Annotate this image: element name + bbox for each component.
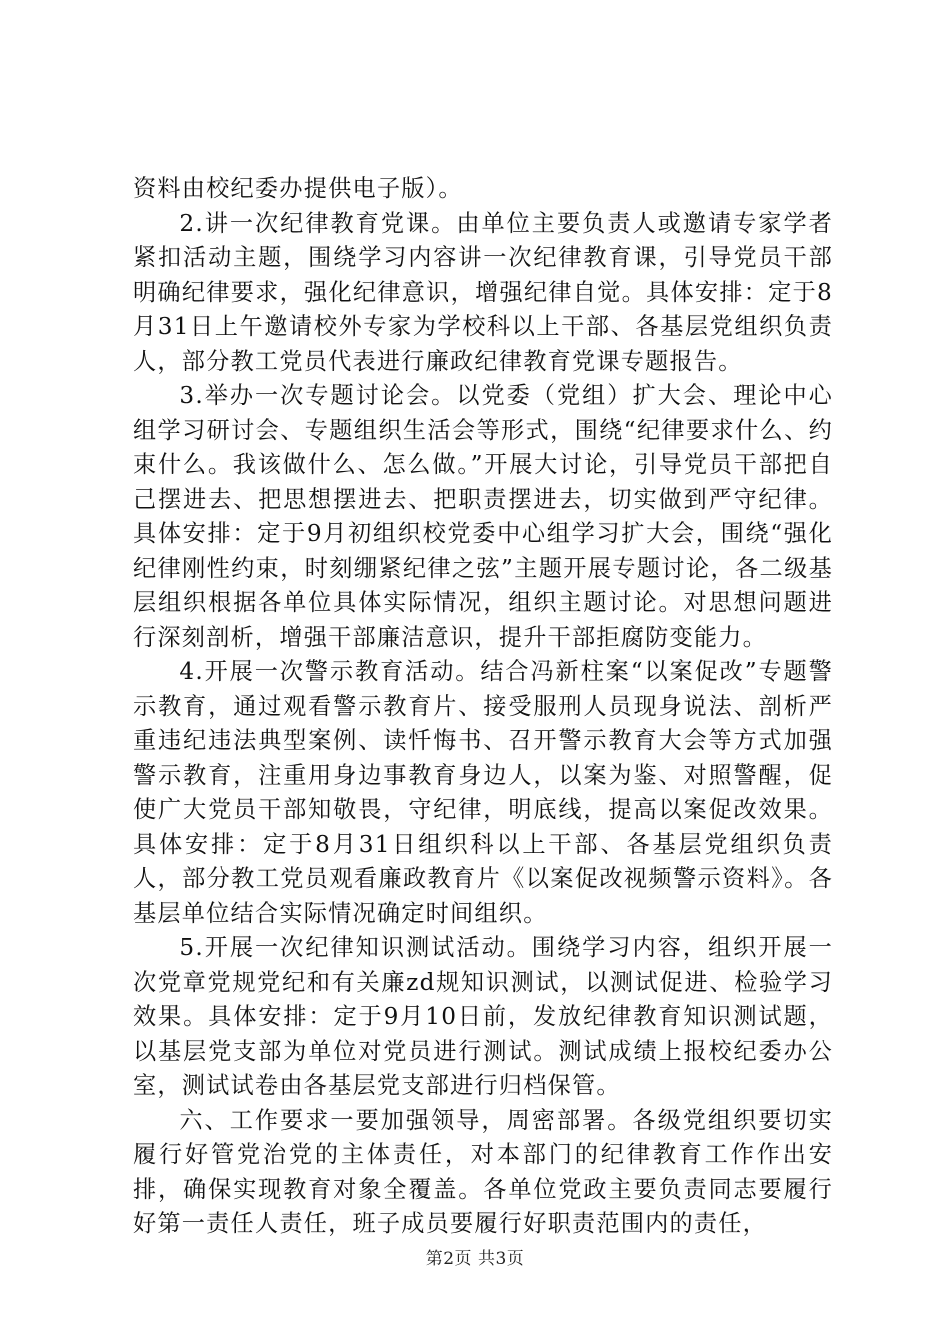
paragraph-item-5: 5.开展一次纪律知识测试活动。围绕学习内容，组织开展一次党章党规党纪和有关廉zd规知识测试，以测试促进、检验学习效果。具体安排：定于9月10日前，发放纪律教育知识测试题，以基层党支部为单位对党员进行测试。测试成绩上报校纪委办公室，测试试卷由各基层党支部进行归档保管。 [133, 934, 833, 1099]
paragraph-item-2: 2.讲一次纪律教育党课。由单位主要负责人或邀请专家学者紧扣活动主题，围绕学习内容讲一次纪律教育课，引导党员干部明确纪律要求，强化纪律意识，增强纪律自觉。具体安排：定于8月31日上午邀请校外专家为学校科以上干部、各基层党组织负责人，部分教工党员代表进行廉政纪律教育党课专题报告。 [133, 209, 833, 375]
document-body [133, 172, 833, 1242]
paragraph-item-3: 3.举办一次专题讨论会。以党委（党组）扩大会、理论中心组学习研讨会、专题组织生活会等形式，围绕“纪律要求什么、约束什么。我该做什么、怎么做。”开展大讨论，引导党员干部把自己摆进去、把思想摆进去、把职责摆进去，切实做到严守纪律。具体安排：定于9月初组织校党委中心组学习扩大会，围绕“强化纪律刚性约束，时刻绷紧纪律之弦”主题开展专题讨论，各二级基层组织根据各单位具体实际情况，组织主题讨论。对思想问题进行深刻剖析，增强干部廉洁意识，提升干部拒腐防变能力。 [133, 382, 833, 651]
page-footer: 第2页 共3页 [425, 1249, 525, 1269]
paragraph-item-4: 4.开展一次警示教育活动。结合冯新柱案“以案促改”专题警示教育，通过观看警示教育片、接受服刑人员现身说法、剖析严重违纪违法典型案例、读忏悔书、召开警示教育大会等方式加强警示教育，注重用身边事教育身边人，以案为鉴、对照警醒，促使广大党员干部知敬畏，守纪律，明底线，提高以案促改效果。具体安排：定于8月31日组织科以上干部、各基层党组织负责人，部分教工党员观看廉政教育片《以案促改视频警示资料》。各基层单位结合实际情况确定时间组织。 [133, 658, 833, 927]
paragraph-continuation: 资料由校纪委办提供电子版）。 [133, 175, 463, 202]
paragraph-section-6: 六、工作要求一要加强领导，周密部署。各级党组织要切实履行好管党治党的主体责任，对本部门的纪律教育工作作出安排，确保实现教育对象全覆盖。各单位党政主要负责同志要履行好第一责任人责任，班子成员要履行好职责范围内的责任， [133, 1106, 833, 1237]
